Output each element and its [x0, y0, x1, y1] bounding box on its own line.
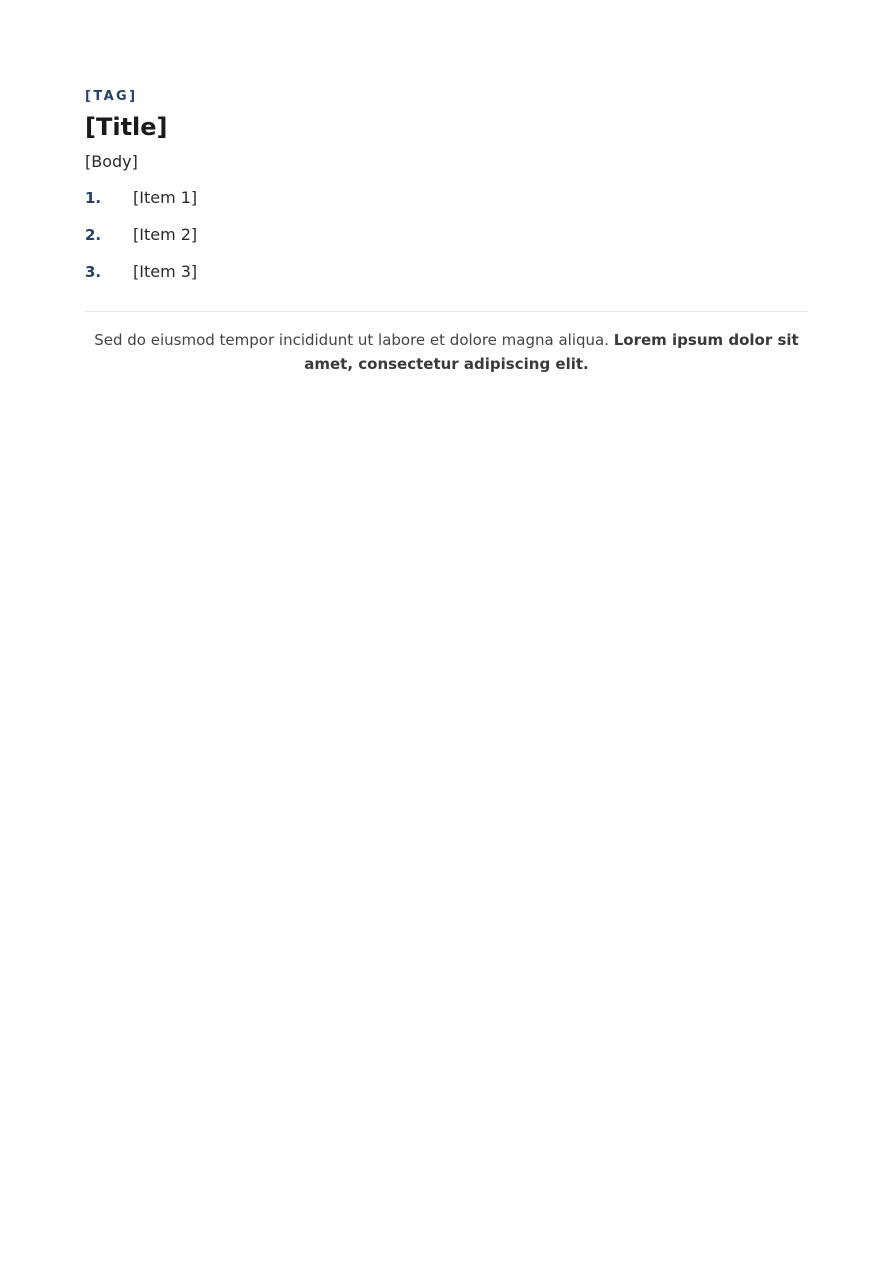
list-item-text: [Item 3]	[133, 262, 198, 281]
list-item-number: 2.	[85, 226, 102, 244]
body-text: [Body]	[85, 152, 138, 171]
footer-note	[85, 328, 808, 376]
page-title: [Title]	[85, 113, 168, 141]
footer-plain-text: Sed do eiusmod tempor incididunt ut labore et dolore magna aliqua.	[94, 331, 614, 349]
list-item	[85, 261, 808, 298]
list-item-text: [Item 1]	[133, 188, 198, 207]
section-divider	[85, 311, 808, 312]
list-item	[85, 224, 808, 261]
list-item-number: 3.	[85, 263, 102, 281]
list-item-text: [Item 2]	[133, 225, 198, 244]
list-item-number: 1.	[85, 189, 102, 207]
list-item	[85, 187, 808, 224]
tag-label: [TAG]	[85, 89, 138, 104]
numbered-list	[85, 187, 808, 298]
footer-bold-text: Lorem ipsum dolor sit amet, consectetur adipiscing elit.	[304, 331, 799, 373]
